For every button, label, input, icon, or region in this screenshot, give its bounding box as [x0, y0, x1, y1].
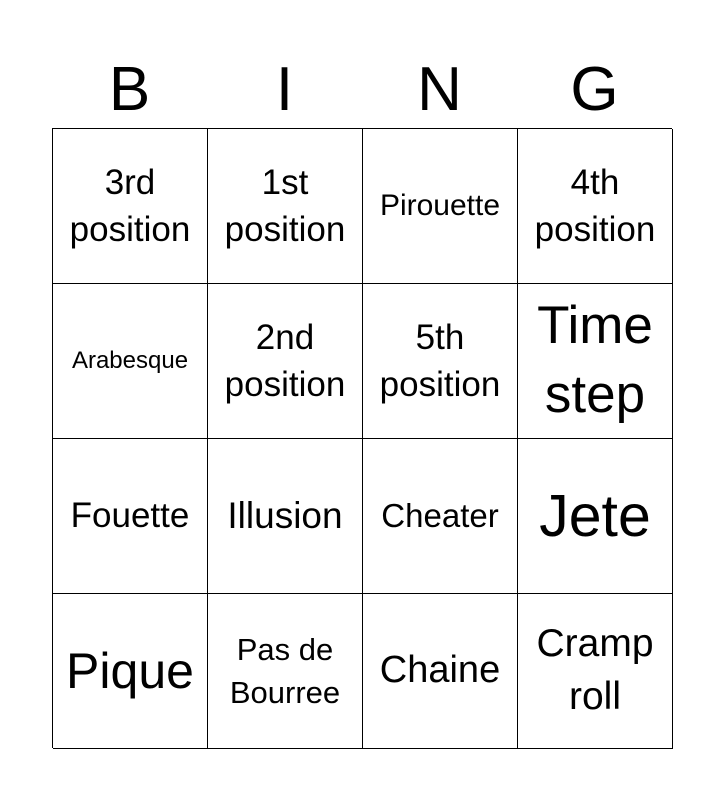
header-letter-n: N	[417, 55, 462, 124]
bingo-cell[interactable]: Pas de Bourree	[208, 594, 363, 749]
bingo-cell[interactable]: Time step	[518, 284, 673, 439]
header-letter-b: B	[108, 55, 151, 124]
bingo-cell[interactable]: 3rd position	[53, 129, 208, 284]
header-letter-i: I	[275, 55, 294, 124]
bingo-cell[interactable]: Illusion	[208, 439, 363, 594]
bingo-cell[interactable]: Cramp roll	[518, 594, 673, 749]
bingo-cell[interactable]: 1st position	[208, 129, 363, 284]
bingo-cell[interactable]: Pirouette	[363, 129, 518, 284]
bingo-cell[interactable]: Jete	[518, 439, 673, 594]
bingo-cell[interactable]: 2nd position	[208, 284, 363, 439]
bingo-cell[interactable]: 4th position	[518, 129, 673, 284]
bingo-cell[interactable]: Pique	[53, 594, 208, 749]
bingo-cell[interactable]: Chaine	[363, 594, 518, 749]
bingo-cell[interactable]: Cheater	[363, 439, 518, 594]
bingo-cell[interactable]: Arabesque	[53, 284, 208, 439]
bingo-cell[interactable]: 5th position	[363, 284, 518, 439]
bingo-header	[52, 52, 672, 128]
bingo-cell[interactable]: Fouette	[53, 439, 208, 594]
header-letter-g: G	[570, 55, 619, 124]
bingo-board	[52, 128, 672, 748]
